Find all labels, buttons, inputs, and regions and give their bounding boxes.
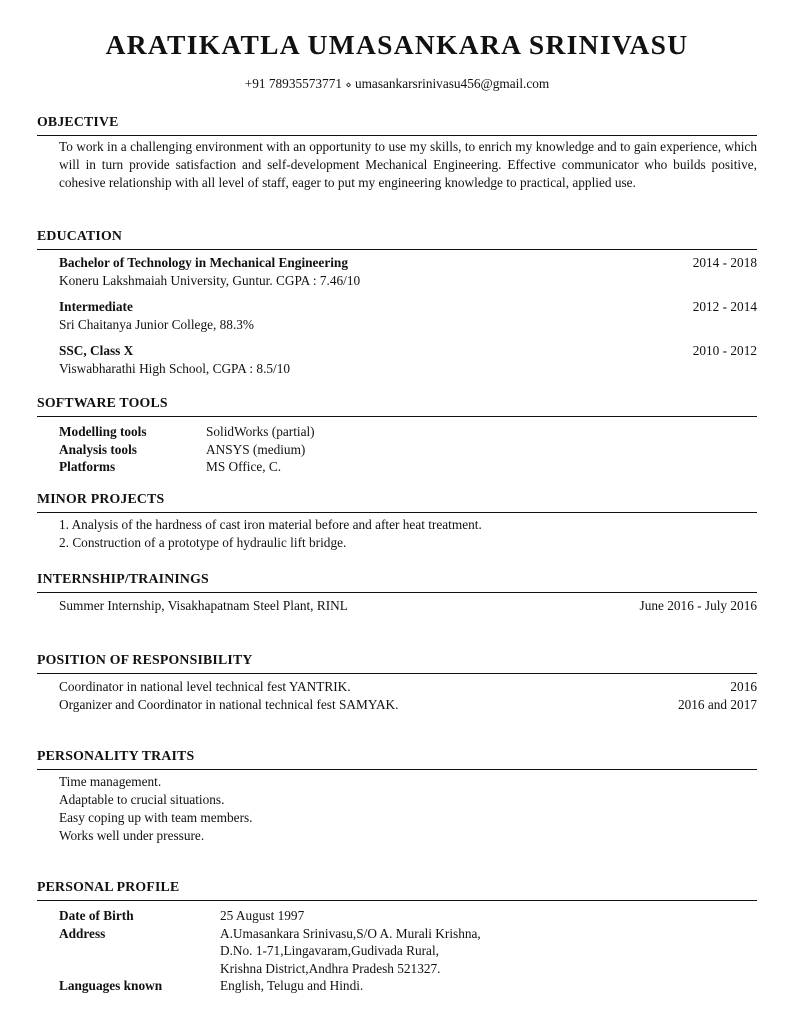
trait-item: Works well under pressure. — [59, 828, 205, 843]
section-title: EDUCATION — [37, 228, 123, 243]
project-number: 2. — [59, 535, 69, 550]
education-item — [59, 342, 757, 378]
languages-value: English, Telugu and Hindi. — [220, 978, 364, 993]
internship-text: Summer Internship, Visakhapatnam Steel Plant, RINL — [59, 598, 348, 613]
project-text: Construction of a prototype of hydraulic lift bridge. — [72, 535, 347, 550]
software-label: Platforms — [59, 459, 116, 474]
software-label: Modelling tools — [59, 424, 147, 439]
section-title: POSITION OF RESPONSIBILITY — [37, 652, 253, 667]
section-divider — [37, 673, 757, 674]
software-row — [59, 423, 757, 441]
section-education — [37, 227, 757, 378]
degree-years: 2010 - 2012 — [692, 343, 757, 358]
project-text: Analysis of the hardness of cast iron material before and after heat treatment. — [71, 517, 482, 532]
section-divider — [37, 416, 757, 417]
trait-item: Adaptable to crucial situations. — [59, 792, 225, 807]
address-line: D.No. 1-71,Lingavaram,Gudivada Rural, — [220, 943, 439, 958]
software-label: Analysis tools — [59, 441, 137, 457]
phone-number: +91 78935573771 — [244, 76, 343, 91]
software-row — [59, 441, 757, 459]
section-title: MINOR PROJECTS — [37, 491, 165, 506]
section-title: PERSONALITY TRAITS — [37, 748, 195, 763]
section-title: SOFTWARE TOOLS — [37, 395, 168, 410]
section-divider — [37, 900, 757, 901]
section-divider — [37, 512, 757, 513]
address-line: Krishna District,Andhra Pradesh 521327. — [220, 960, 441, 976]
section-internship — [37, 570, 757, 615]
profile-row-languages — [59, 977, 757, 995]
objective-text: To work in a challenging environment with an opportunity to use my skills, to enrich my knowledge and to gain experience, which will in turn provide satisfaction and self-development Mechanical Engineering. Effective communicator who builds positive, cohesive relationship with all level of staff, eager to put my engineering knowledge to practical, applied use. — [59, 139, 757, 190]
address-line: A.Umasankara Srinivasu,S/O A. Murali Krishna, — [220, 925, 481, 941]
dob-label: Date of Birth — [59, 908, 134, 923]
candidate-name: ARATIKATLA UMASANKARA SRINIVASU — [105, 29, 689, 60]
section-divider — [37, 135, 757, 136]
section-objective — [37, 113, 757, 192]
responsibility-item — [59, 678, 757, 696]
software-value: MS Office, C. — [206, 459, 282, 474]
degree-detail: Koneru Lakshmaiah University, Guntur. CGPA : 7.46/10 — [59, 273, 361, 288]
section-title: INTERNSHIP/TRAININGS — [37, 571, 209, 586]
responsibility-date: 2016 — [730, 679, 757, 694]
degree-title: Bachelor of Technology in Mechanical Engineering — [59, 255, 348, 270]
internship-item — [59, 597, 757, 615]
education-item — [59, 298, 757, 334]
degree-detail: Viswabharathi High School, CGPA : 8.5/10 — [59, 361, 291, 376]
trait-item: Time management. — [59, 774, 162, 789]
degree-title: Intermediate — [59, 299, 133, 314]
responsibility-date: 2016 and 2017 — [677, 697, 757, 712]
software-value: SolidWorks (partial) — [206, 424, 315, 439]
section-divider — [37, 769, 757, 770]
project-item — [59, 534, 757, 552]
responsibility-text: Organizer and Coordinator in national technical fest SAMYAK. — [59, 697, 399, 712]
software-value: ANSYS (medium) — [206, 441, 306, 457]
profile-row-dob — [59, 907, 757, 925]
project-number: 1. — [59, 517, 69, 532]
contact-line — [37, 75, 757, 94]
section-software-tools — [37, 394, 757, 476]
section-divider — [37, 249, 757, 250]
address-label: Address — [59, 925, 106, 941]
languages-label: Languages known — [59, 978, 163, 993]
trait-item: Easy coping up with team members. — [59, 810, 253, 825]
section-title: PERSONAL PROFILE — [37, 879, 180, 894]
section-title: OBJECTIVE — [37, 114, 119, 129]
project-item — [59, 516, 757, 534]
education-item — [59, 254, 757, 290]
section-responsibility — [37, 651, 757, 714]
degree-detail: Sri Chaitanya Junior College, 88.3% — [59, 317, 254, 332]
section-traits — [37, 747, 757, 845]
diamond-separator-icon: ⋄ — [345, 80, 352, 91]
email-address: umasankarsrinivasu456@gmail.com — [354, 76, 550, 91]
section-minor-projects — [37, 490, 757, 552]
degree-title: SSC, Class X — [59, 343, 134, 358]
responsibility-text: Coordinator in national level technical fest YANTRIK. — [59, 679, 351, 694]
section-divider — [37, 592, 757, 593]
section-personal-profile — [37, 878, 757, 995]
responsibility-item — [59, 696, 757, 714]
degree-years: 2014 - 2018 — [692, 255, 757, 270]
profile-row-address — [59, 925, 757, 978]
degree-years: 2012 - 2014 — [692, 299, 757, 314]
software-row — [59, 458, 757, 476]
internship-date: June 2016 - July 2016 — [639, 598, 757, 613]
dob-value: 25 August 1997 — [220, 908, 305, 923]
